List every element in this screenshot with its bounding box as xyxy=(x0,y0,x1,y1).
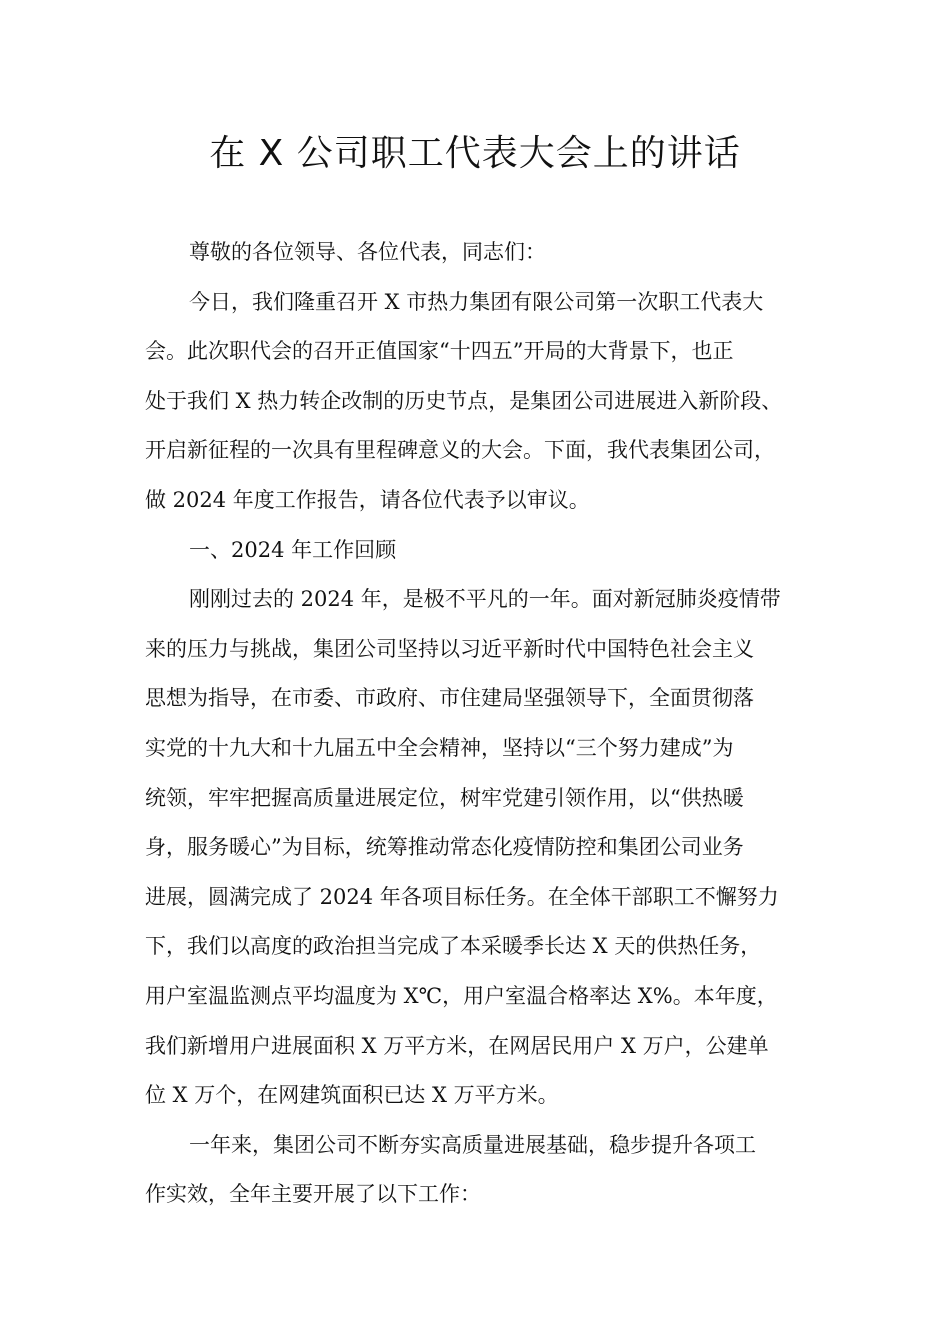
paragraph-line: 思想为指导，在市委、市政府、市住建局坚强领导下，全面贯彻落 xyxy=(145,686,754,711)
paragraph-line: 用户室温监测点平均温度为 X℃，用户室温合格率达 X%。本年度， xyxy=(145,983,778,1008)
paragraph-line: 我们新增用户进展面积 X 万平方米，在网居民用户 X 万户，公建单 xyxy=(145,1033,769,1058)
paragraph-line: 作实效，全年主要开展了以下工作： xyxy=(145,1182,481,1207)
paragraph-line: 下，我们以高度的政治担当完成了本采暖季长达 X 天的供热任务， xyxy=(145,934,762,959)
paragraph-line: 一年来，集团公司不断夯实高质量进展基础，稳步提升各项工 xyxy=(189,1132,756,1157)
paragraph-line: 实党的十九大和十九届五中全会精神，坚持以“三个努力建成”为 xyxy=(145,735,734,760)
paragraph-line: 统领，牢牢把握高质量进展定位，树牢党建引领作用，以“供热暖 xyxy=(145,785,744,810)
paragraph-line: 位 X 万个，在网建筑面积已达 X 万平方米。 xyxy=(145,1083,559,1108)
paragraph-line: 进展，圆满完成了 2024 年各项目标任务。在全体干部职工不懈努力 xyxy=(145,884,779,909)
paragraph-line: 做 2024 年度工作报告，请各位代表予以审议。 xyxy=(145,487,590,512)
paragraph-line: 身，服务暖心”为目标，统筹推动常态化疫情防控和集团公司业务 xyxy=(145,835,744,860)
paragraph-line: 会。此次职代会的召开正值国家“十四五”开局的大背景下，也正 xyxy=(145,339,734,364)
paragraph-line: 今日，我们隆重召开 X 市热力集团有限公司第一次职工代表大 xyxy=(189,289,764,314)
paragraph-line: 处于我们 X 热力转企改制的历史节点，是集团公司进展进入新阶段、 xyxy=(145,388,783,413)
paragraph-line: 刚刚过去的 2024 年，是极不平凡的一年。面对新冠肺炎疫情带 xyxy=(189,587,781,612)
paragraph-line: 开启新征程的一次具有里程碑意义的大会。下面，我代表集团公司， xyxy=(145,438,775,463)
section-heading: 一、2024 年工作回顾 xyxy=(189,537,397,562)
paragraph-line: 来的压力与挑战，集团公司坚持以习近平新时代中国特色社会主义 xyxy=(145,636,754,661)
salutation-line: 尊敬的各位领导、各位代表，同志们： xyxy=(189,240,546,264)
document-title: 在 X 公司职工代表大会上的讲话 xyxy=(209,133,741,174)
document-body xyxy=(145,228,810,1220)
